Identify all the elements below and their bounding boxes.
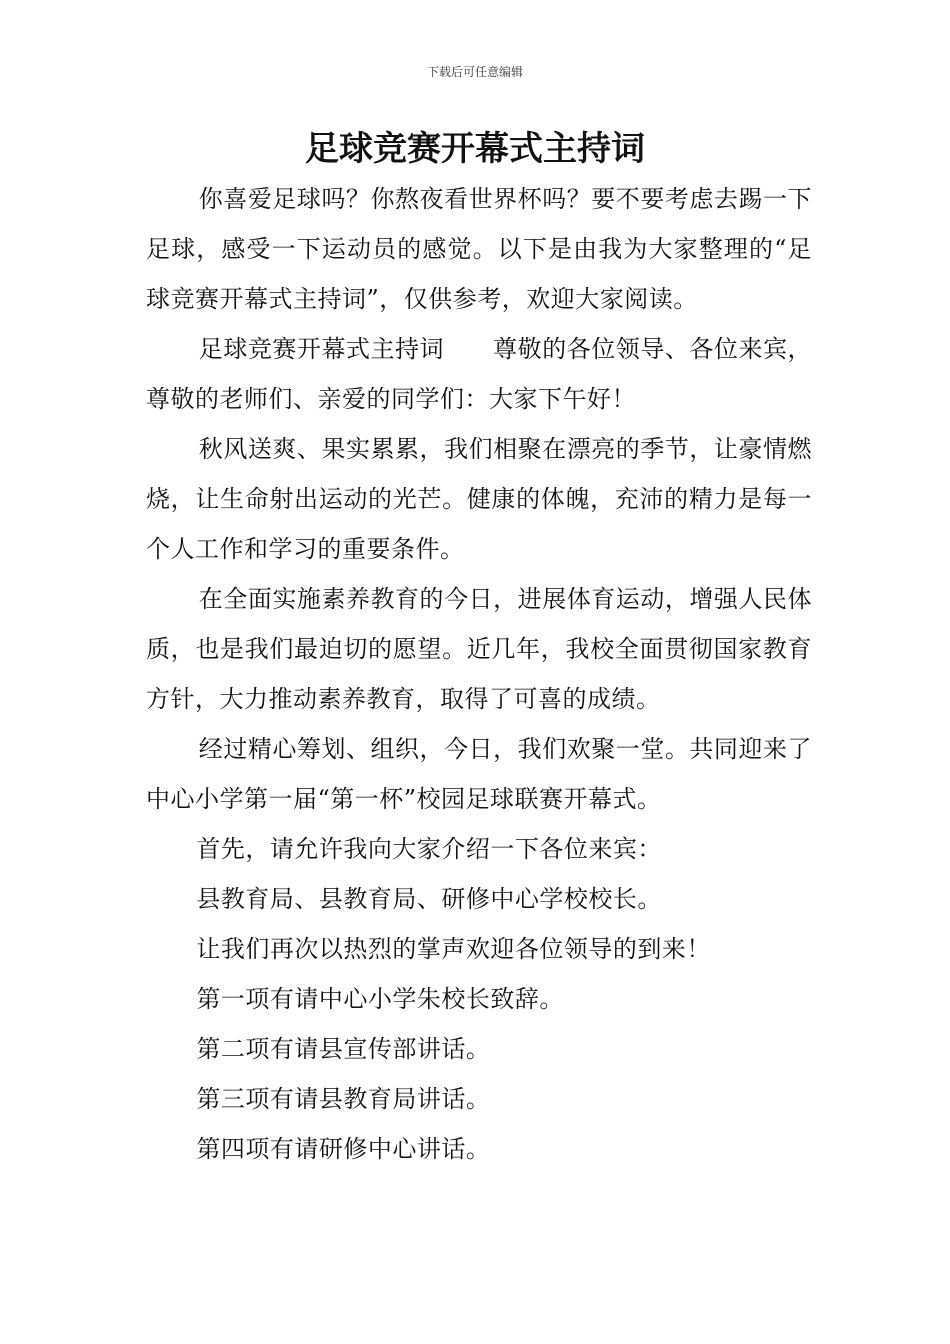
paragraph-item-3: 第三项有请县教育局讲话。 (196, 1085, 491, 1113)
paragraph-item-4: 第四项有请研修中心讲话。 (196, 1135, 491, 1163)
paragraph-introduce-guests: 首先，请允许我向大家介绍一下各位来宾： (196, 835, 662, 863)
document-title: 足球竞赛开幕式主持词 (305, 129, 645, 169)
paragraph-greeting: 足球竞赛开幕式主持词 尊敬的各位领导、各位来宾，尊敬的老师们、亲爱的同学们：大家下午好！ (146, 335, 812, 413)
paragraph-opening: 经过精心筹划、组织，今日，我们欢聚一堂。共同迎来了中心小学第一届“第一杯”校园足球联赛开幕式。 (146, 735, 812, 813)
paragraph-welcome: 让我们再次以热烈的掌声欢迎各位领导的到来！ (196, 935, 711, 963)
header-note: 下载后可任意编辑 (426, 65, 523, 79)
paragraph-intro: 你喜爱足球吗？你熬夜看世界杯吗？要不要考虑去踢一下足球，感受一下运动员的感觉。以下是由我为大家整理的“足球竞赛开幕式主持词”，仅供参考，欢迎大家阅读。 (146, 185, 812, 313)
document-body (146, 174, 812, 1174)
paragraph-item-1: 第一项有请中心小学朱校长致辞。 (196, 985, 564, 1013)
paragraph-autumn: 秋风送爽、果实累累，我们相聚在漂亮的季节，让豪情燃烧，让生命射出运动的光芒。健康的体魄，充沛的精力是每一个人工作和学习的重要条件。 (146, 435, 812, 563)
paragraph-education: 在全面实施素养教育的今日，进展体育运动，增强人民体质，也是我们最迫切的愿望。近几年，我校全面贯彻国家教育方针，大力推动素养教育，取得了可喜的成绩。 (146, 585, 812, 713)
paragraph-guest-list: 县教育局、县教育局、研修中心学校校长。 (196, 885, 662, 913)
paragraph-item-2: 第二项有请县宣传部讲话。 (196, 1035, 491, 1063)
